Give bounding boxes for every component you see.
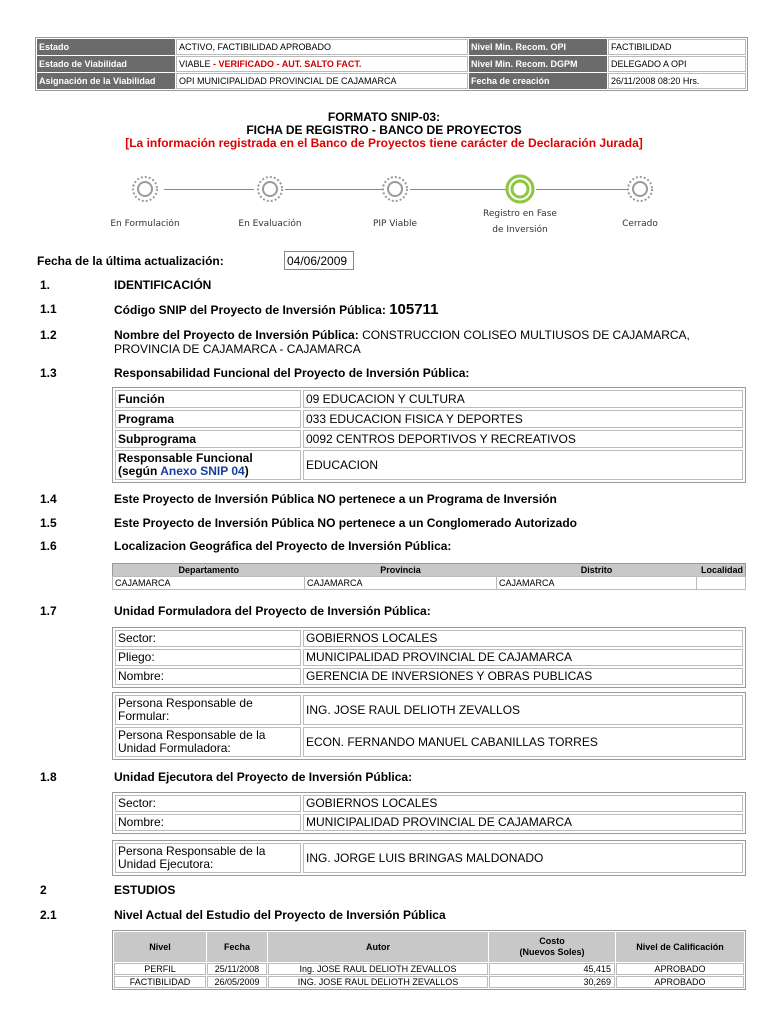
form-subtitle: FICHA DE REGISTRO - BANCO DE PROYECTOS bbox=[246, 123, 522, 137]
table-key: Nombre: bbox=[115, 814, 301, 831]
workflow-step-label: En Evaluación bbox=[238, 219, 302, 229]
column-header: Autor bbox=[268, 932, 488, 962]
table-row bbox=[115, 727, 743, 757]
workflow-connector bbox=[164, 189, 254, 190]
column-header: Nivel bbox=[114, 932, 206, 962]
section-title: Este Proyecto de Inversión Pública NO pertenece a un Programa de Inversión bbox=[114, 492, 557, 506]
table-value: MUNICIPALIDAD PROVINCIAL DE CAJAMARCA bbox=[303, 814, 743, 831]
section-number: 1.1 bbox=[40, 302, 57, 316]
section-number: 1.7 bbox=[40, 604, 57, 618]
formulating-persons-table bbox=[112, 692, 746, 760]
last-update-label: Fecha de la última actualización: bbox=[37, 254, 224, 268]
table-cell: 45,415 bbox=[489, 963, 615, 975]
table-row bbox=[113, 577, 746, 590]
table-cell: Ing. JOSE RAUL DELIOTH ZEVALLOS bbox=[268, 963, 488, 975]
table-key: Nombre: bbox=[115, 668, 301, 685]
table-key: Función bbox=[115, 390, 301, 408]
section-number: 2.1 bbox=[40, 908, 57, 922]
table-header-row bbox=[114, 932, 744, 962]
section-number: 1.6 bbox=[40, 539, 57, 553]
column-header: Fecha bbox=[207, 932, 267, 962]
table-cell: APROBADO bbox=[616, 963, 744, 975]
table-row bbox=[115, 843, 743, 873]
section-title: Responsabilidad Funcional del Proyecto de Inversión Pública: bbox=[114, 366, 470, 380]
section-number: 1.5 bbox=[40, 516, 57, 530]
status-label: Nivel Min. Recom. DGPM bbox=[469, 56, 607, 72]
column-header: Localidad bbox=[697, 564, 746, 577]
table-key: Sector: bbox=[115, 630, 301, 647]
column-header: Nivel de Calificación bbox=[616, 932, 744, 962]
status-table bbox=[35, 37, 748, 91]
table-cell: 26/05/2009 bbox=[207, 976, 267, 988]
table-key: Sector: bbox=[115, 795, 301, 812]
status-value: ACTIVO, FACTIBILIDAD APROBADO bbox=[176, 39, 468, 55]
table-cell: 25/11/2008 bbox=[207, 963, 267, 975]
location-table bbox=[112, 563, 746, 590]
section-number: 1.2 bbox=[40, 328, 57, 342]
executing-person-table bbox=[112, 840, 746, 876]
column-header: Provincia bbox=[305, 564, 497, 577]
section-number: 1.3 bbox=[40, 366, 57, 380]
table-value: 09 EDUCACION Y CULTURA bbox=[303, 390, 743, 408]
executing-unit-table bbox=[112, 792, 746, 834]
table-key: Subprograma bbox=[115, 430, 301, 448]
table-header-row bbox=[113, 564, 746, 577]
workflow-step-icon bbox=[130, 174, 160, 204]
section-title: Unidad Formuladora del Proyecto de Inversión Pública: bbox=[114, 604, 431, 618]
table-row bbox=[115, 390, 743, 408]
table-value: MUNICIPALIDAD PROVINCIAL DE CAJAMARCA bbox=[303, 649, 743, 666]
status-label: Estado de Viabilidad bbox=[37, 56, 175, 72]
workflow-step-label: PIP Viable bbox=[372, 219, 418, 229]
table-row bbox=[115, 668, 743, 685]
table-row bbox=[115, 649, 743, 666]
table-row bbox=[115, 410, 743, 428]
formulating-unit-table bbox=[112, 627, 746, 688]
table-value: GOBIERNOS LOCALES bbox=[303, 795, 743, 812]
workflow-step-label: En Formulación bbox=[110, 219, 180, 229]
table-key: Persona Responsable de la Unidad Formuladora: bbox=[115, 727, 301, 757]
section-title: Nivel Actual del Estudio del Proyecto de Inversión Pública bbox=[114, 908, 446, 922]
table-value: ING. JOSE RAUL DELIOTH ZEVALLOS bbox=[303, 695, 743, 725]
status-row bbox=[37, 39, 746, 55]
table-row bbox=[115, 450, 743, 480]
column-header: Costo (Nuevos Soles) bbox=[489, 932, 615, 962]
section-title: IDENTIFICACIÓN bbox=[114, 278, 212, 292]
workflow-step-icon bbox=[255, 174, 285, 204]
declaration-notice: [La información registrada en el Banco de Proyectos tiene carácter de Declaración Jurada] bbox=[125, 136, 643, 150]
table-cell: FACTIBILIDAD bbox=[114, 976, 206, 988]
status-value: FACTIBILIDAD bbox=[608, 39, 746, 55]
status-row bbox=[37, 56, 746, 72]
table-row bbox=[115, 795, 743, 812]
table-cell: CAJAMARCA bbox=[113, 577, 305, 590]
section-number: 1.4 bbox=[40, 492, 57, 506]
workflow-step-active-icon bbox=[505, 174, 535, 204]
table-row bbox=[115, 814, 743, 831]
anexo-snip-link[interactable]: Anexo SNIP 04 bbox=[160, 464, 245, 478]
status-row bbox=[37, 73, 746, 89]
table-cell: PERFIL bbox=[114, 963, 206, 975]
table-value: ING. JORGE LUIS BRINGAS MALDONADO bbox=[303, 843, 743, 873]
form-title: FORMATO SNIP-03: bbox=[327, 110, 441, 124]
table-cell: CAJAMARCA bbox=[305, 577, 497, 590]
table-key: Persona Responsable de Formular: bbox=[115, 695, 301, 725]
status-label: Asignación de la Viabilidad bbox=[37, 73, 175, 89]
status-value: OPI MUNICIPALIDAD PROVINCIAL DE CAJAMARCA bbox=[176, 73, 468, 89]
table-value: 0092 CENTROS DEPORTIVOS Y RECREATIVOS bbox=[303, 430, 743, 448]
table-key: Programa bbox=[115, 410, 301, 428]
section-title: Este Proyecto de Inversión Pública NO pertenece a un Conglomerado Autorizado bbox=[114, 516, 577, 530]
status-value: DELEGADO A OPI bbox=[608, 56, 746, 72]
snip-code: Código SNIP del Proyecto de Inversión Pública: 105711 bbox=[114, 301, 439, 318]
status-label: Estado bbox=[37, 39, 175, 55]
column-header: Distrito bbox=[497, 564, 697, 577]
status-label: Nivel Min. Recom. OPI bbox=[469, 39, 607, 55]
workflow-step-icon bbox=[625, 174, 655, 204]
table-value: ECON. FERNANDO MANUEL CABANILLAS TORRES bbox=[303, 727, 743, 757]
status-label: Fecha de creación bbox=[469, 73, 607, 89]
section-number: 1. bbox=[40, 278, 51, 292]
table-value: EDUCACION bbox=[303, 450, 743, 480]
workflow-connector bbox=[410, 189, 510, 190]
section-number: 2 bbox=[40, 883, 47, 897]
table-value: GERENCIA DE INVERSIONES Y OBRAS PUBLICAS bbox=[303, 668, 743, 685]
project-name: Nombre del Proyecto de Inversión Pública: CONSTRUCCION COLISEO MULTIUSOS DE CAJAMARCA, PROVINCIA DE CAJAMARCA - CAJAMARCA bbox=[114, 328, 690, 356]
table-key: Pliego: bbox=[115, 649, 301, 666]
functional-table bbox=[112, 387, 746, 483]
studies-table bbox=[112, 930, 746, 990]
table-value: GOBIERNOS LOCALES bbox=[303, 630, 743, 647]
section-title: ESTUDIOS bbox=[114, 883, 176, 897]
workflow-connector bbox=[285, 189, 385, 190]
workflow-step-icon bbox=[380, 174, 410, 204]
section-title: Localizacion Geográfica del Proyecto de Inversión Pública: bbox=[114, 539, 452, 553]
last-update-date: 04/06/2009 bbox=[284, 251, 354, 270]
table-cell bbox=[697, 577, 746, 590]
table-value: 033 EDUCACION FISICA Y DEPORTES bbox=[303, 410, 743, 428]
status-value: 26/11/2008 08:20 Hrs. bbox=[608, 73, 746, 89]
table-row bbox=[115, 695, 743, 725]
table-row bbox=[115, 630, 743, 647]
table-cell: ING. JOSE RAUL DELIOTH ZEVALLOS bbox=[268, 976, 488, 988]
workflow-step-label: Cerrado bbox=[622, 219, 658, 229]
table-cell: CAJAMARCA bbox=[497, 577, 697, 590]
section-number: 1.8 bbox=[40, 770, 57, 784]
workflow-stepper bbox=[100, 170, 680, 240]
status-value: VIABLE - VERIFICADO - AUT. SALTO FACT. bbox=[176, 56, 468, 72]
workflow-connector bbox=[536, 189, 628, 190]
table-row bbox=[114, 963, 744, 975]
column-header: Departamento bbox=[113, 564, 305, 577]
table-key: Persona Responsable de la Unidad Ejecutora: bbox=[115, 843, 301, 873]
table-row bbox=[114, 976, 744, 988]
workflow-step-label: Registro en Fase de Inversión bbox=[483, 209, 557, 235]
table-key: Responsable Funcional (según Anexo SNIP 04) bbox=[115, 450, 301, 480]
section-title: Unidad Ejecutora del Proyecto de Inversión Pública: bbox=[114, 770, 413, 784]
table-cell: APROBADO bbox=[616, 976, 744, 988]
table-row bbox=[115, 430, 743, 448]
table-cell: 30,269 bbox=[489, 976, 615, 988]
